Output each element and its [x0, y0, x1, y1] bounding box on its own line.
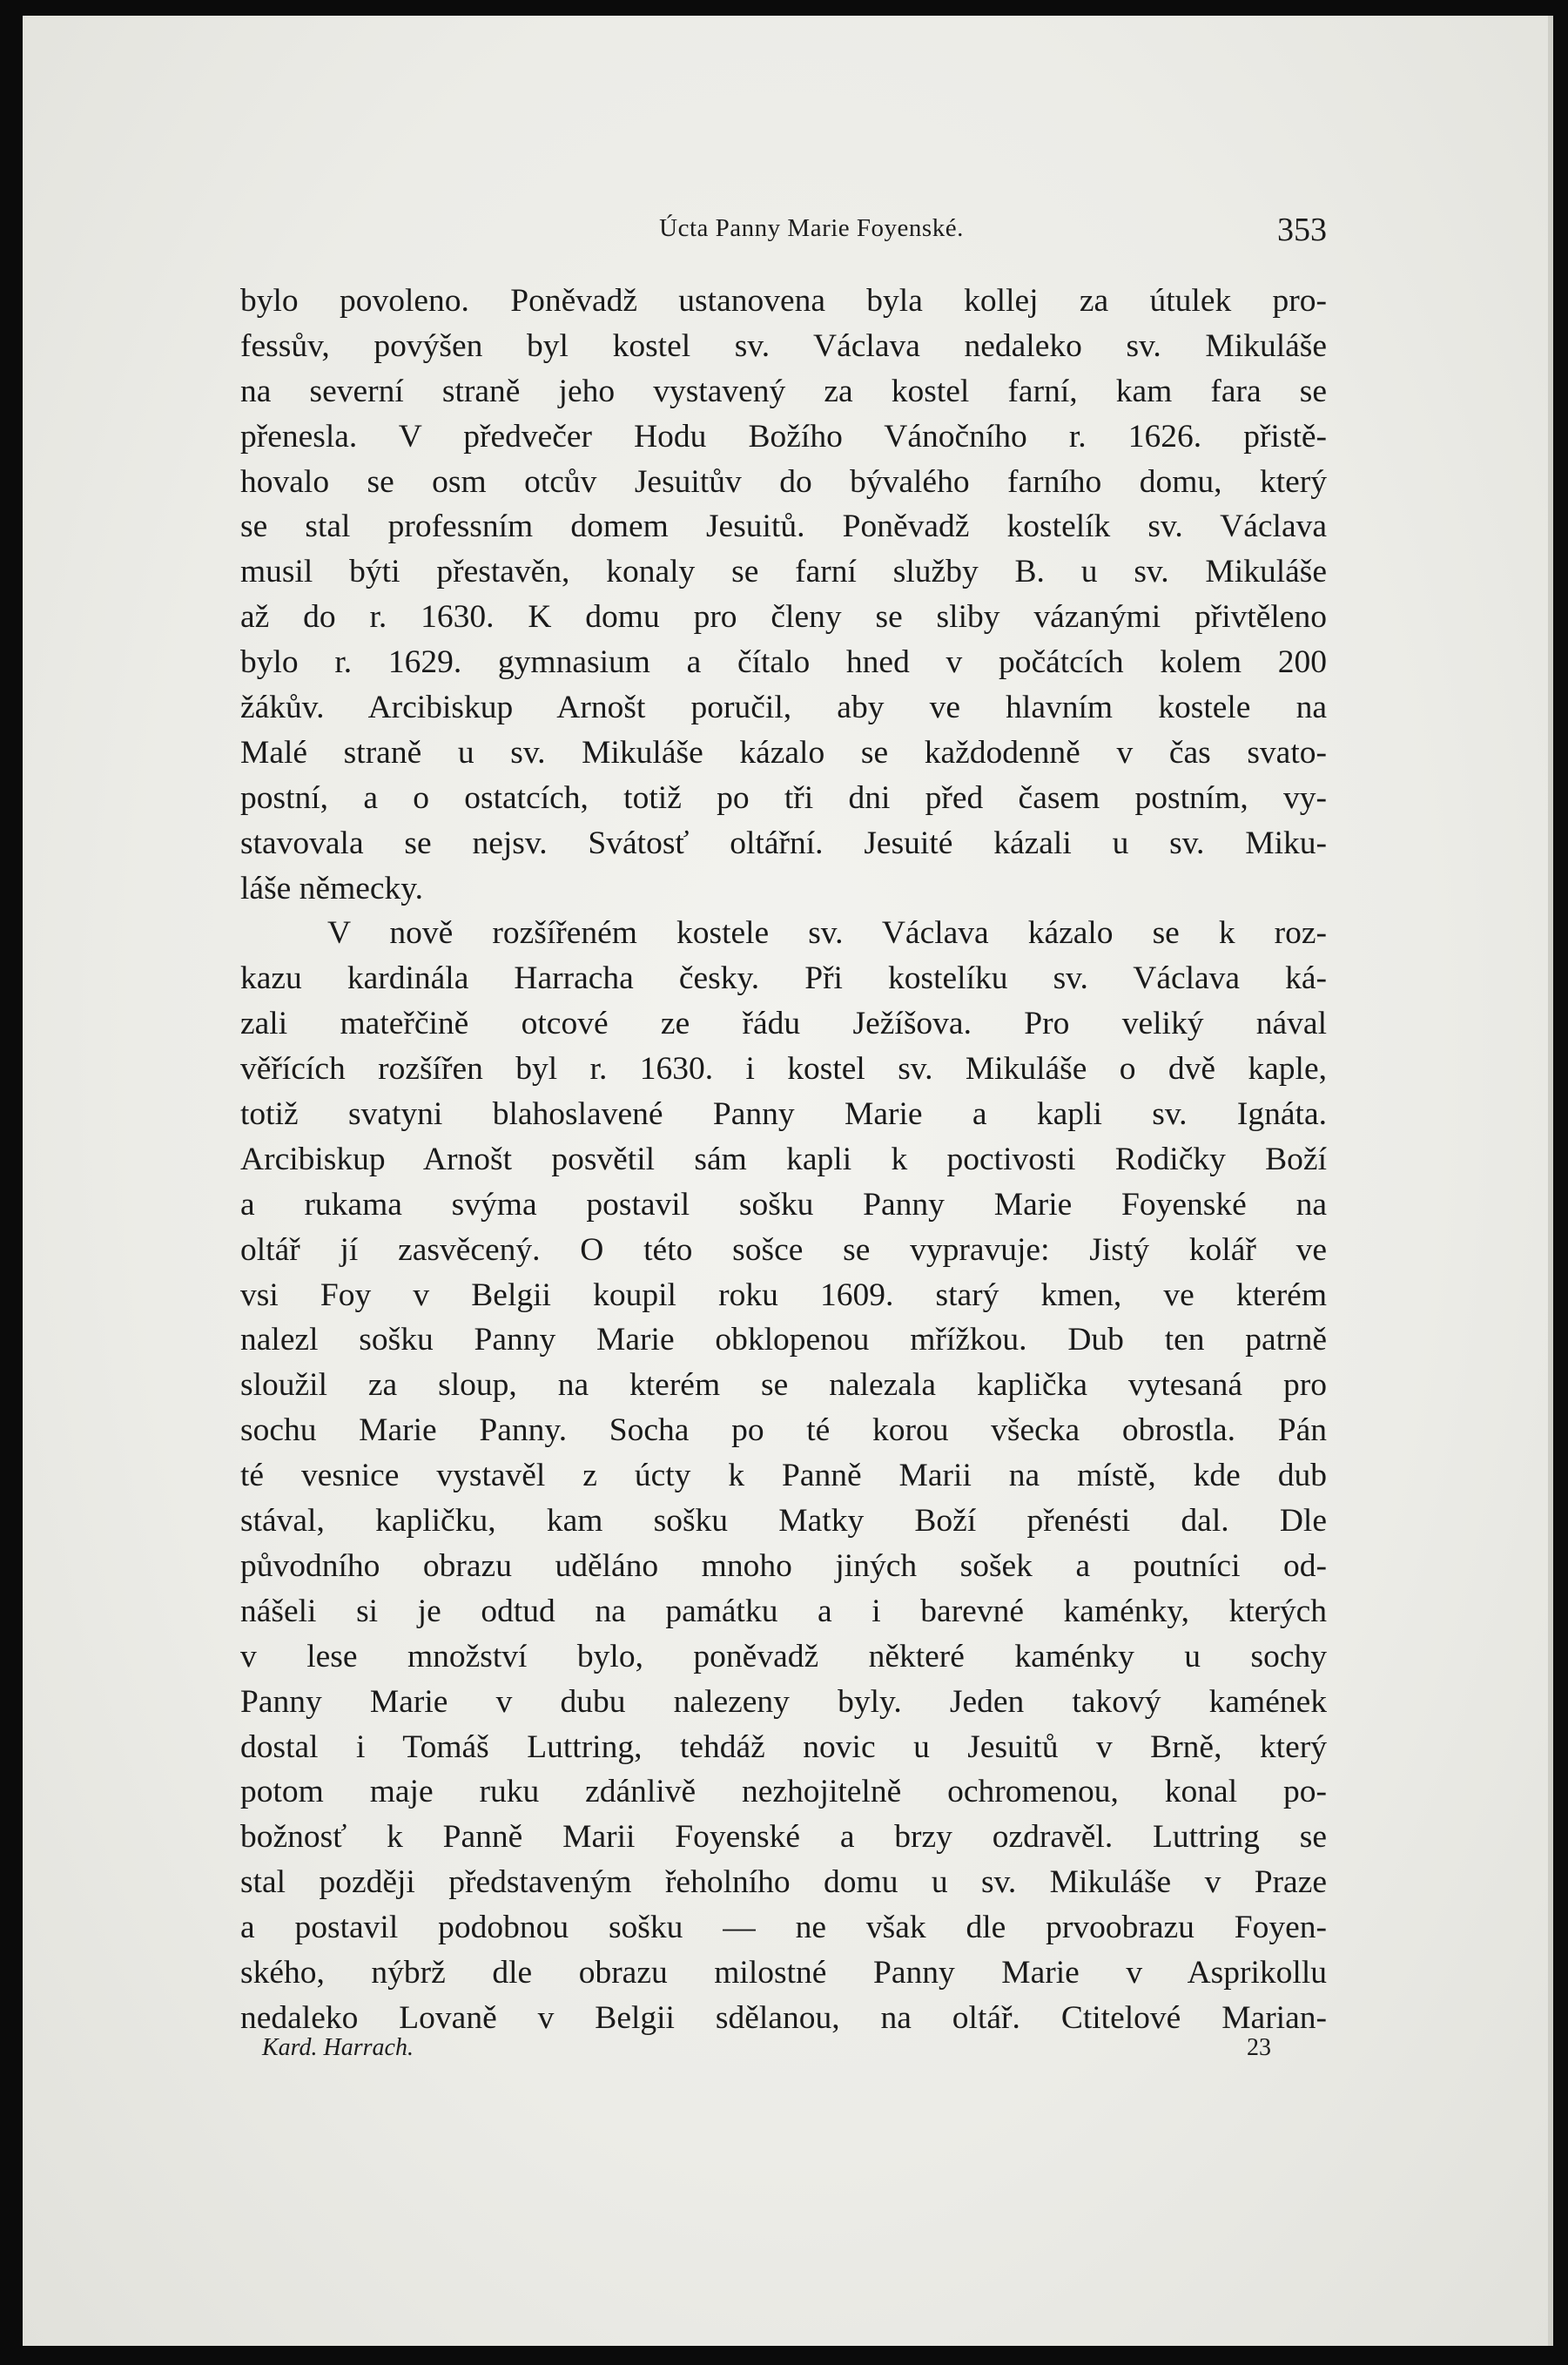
- text-line: a rukama svýma postavil sošku Panny Marie Foyenské na: [240, 1186, 1327, 1223]
- book-page: [23, 16, 1553, 2346]
- text-line: sloužil za sloup, na kterém se nalezala kaplička vytesaná pro: [240, 1367, 1327, 1404]
- text-line: sochu Marie Panny. Socha po té korou všecka obrostla. Pán: [240, 1412, 1327, 1449]
- text-line: bylo r. 1629. gymnasium a čítalo hned v počátcích kolem 200: [240, 644, 1327, 681]
- text-line: potom maje ruku zdánlivě nezhojitelně ochromenou, konal po-: [240, 1774, 1327, 1810]
- text-line: postní, a o ostatcích, totiž po tři dni před časem postním, vy-: [240, 779, 1327, 816]
- text-line: musil býti přestavěn, konaly se farní služby B. u sv. Mikuláše: [240, 554, 1327, 590]
- text-line: V nově rozšířeném kostele sv. Václava kázalo se k roz-: [327, 915, 1327, 952]
- text-line: na severní straně jeho vystavený za kostel farní, kam fara se: [240, 373, 1327, 409]
- text-line: fessův, povýšen byl kostel sv. Václava nedaleko sv. Mikuláše: [240, 327, 1327, 364]
- page-number: 353: [1277, 212, 1327, 248]
- page-footer: [23, 2034, 1548, 2069]
- text-line: kazu kardinála Harracha česky. Při kostelíku sv. Václava ká-: [240, 960, 1327, 997]
- text-line: a postavil podobnou sošku — ne však dle prvoobrazu Foyen-: [240, 1910, 1327, 1946]
- text-line: původního obrazu uděláno mnoho jiných sošek a poutníci od-: [240, 1547, 1327, 1584]
- text-line: zali mateřčině otcové ze řádu Ježíšova. Pro veliký nával: [240, 1006, 1327, 1042]
- text-line: Panny Marie v dubu nalezeny byly. Jeden takový kamének: [240, 1683, 1327, 1720]
- text-line: láše německy.: [240, 870, 423, 906]
- text-line: ského, nýbrž dle obrazu milostné Panny Marie v Asprikollu: [240, 1954, 1327, 1991]
- text-line: nalezl sošku Panny Marie obklopenou mřížkou. Dub ten patrně: [240, 1322, 1327, 1358]
- text-line: přenesla. V předvečer Hodu Božího Vánočního r. 1626. přistě-: [240, 418, 1327, 455]
- text-line: Malé straně u sv. Mikuláše kázalo se každodenně v čas svato-: [240, 734, 1327, 771]
- text-line: oltář jí zasvěcený. O této sošce se vypravuje: Jistý kolář ve: [240, 1231, 1327, 1268]
- text-line: věřících rozšířen byl r. 1630. i kostel sv. Mikuláše o dvě kaple,: [240, 1051, 1327, 1088]
- text-line: té vesnice vystavěl z úcty k Panně Marii na místě, kde dub: [240, 1458, 1327, 1494]
- text-line: Arcibiskup Arnošt posvětil sám kapli k poctivosti Rodičky Boží: [240, 1141, 1327, 1177]
- signature-mark: Kard. Harrach.: [262, 2034, 414, 2061]
- text-line: božnosť k Panně Marii Foyenské a brzy ozdravěl. Luttring se: [240, 1819, 1327, 1856]
- text-line: bylo povoleno. Poněvadž ustanovena byla kollej za útulek pro-: [240, 283, 1327, 319]
- running-head: [23, 214, 1548, 249]
- text-line: žákův. Arcibiskup Arnošt poručil, aby ve hlavním kostele na: [240, 690, 1327, 726]
- signature-number: 23: [1247, 2034, 1271, 2061]
- text-line: dostal i Tomáš Luttring, tehdáž novic u Jesuitů v Brně, který: [240, 1728, 1327, 1765]
- text-line: v lese množství bylo, poněvadž některé kaménky u sochy: [240, 1638, 1327, 1674]
- text-line: až do r. 1630. K domu pro členy se sliby vázanými přivtěleno: [240, 599, 1327, 636]
- text-line: se stal professním domem Jesuitů. Poněvadž kostelík sv. Václava: [240, 509, 1327, 545]
- body-text: [240, 279, 1327, 2041]
- text-line: vsi Foy v Belgii koupil roku 1609. starý kmen, ve kterém: [240, 1277, 1327, 1313]
- text-line: stával, kapličku, kam sošku Matky Boží přenésti dal. Dle: [240, 1503, 1327, 1540]
- running-title: Úcta Panny Marie Foyenské.: [659, 214, 964, 242]
- text-line: hovalo se osm otcův Jesuitův do bývalého farního domu, který: [240, 463, 1327, 500]
- text-line: stavovala se nejsv. Svátosť oltářní. Jesuité kázali u sv. Miku-: [240, 825, 1327, 861]
- text-line: nedaleko Lovaně v Belgii sdělanou, na oltář. Ctitelové Marian-: [240, 1999, 1327, 2036]
- text-line: totiž svatyni blahoslavené Panny Marie a kapli sv. Ignáta.: [240, 1096, 1327, 1133]
- text-line: stal později představeným řeholního domu u sv. Mikuláše v Praze: [240, 1864, 1327, 1901]
- text-line: nášeli si je odtud na památku a i barevné kaménky, kterých: [240, 1593, 1327, 1629]
